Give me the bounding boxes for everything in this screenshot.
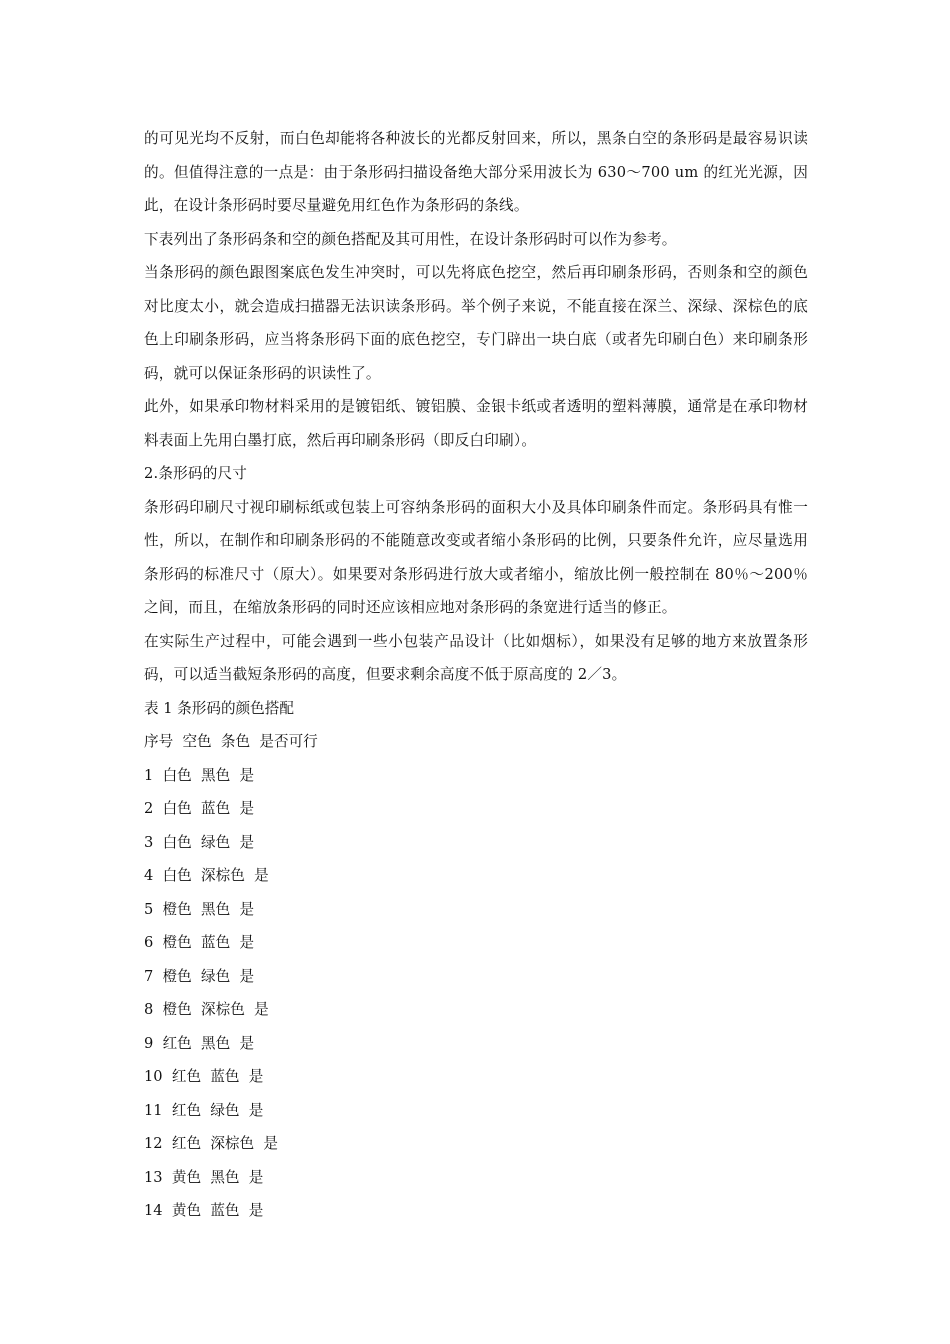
- table-row: 6 橙色 蓝色 是: [144, 934, 255, 951]
- table-row: 5 橙色 黑色 是: [144, 900, 255, 918]
- section-heading-size: 2.条形码的尺寸: [144, 465, 248, 482]
- table-header-row: 序号 空色 条色 是否可行: [144, 733, 318, 750]
- table-row: 13 黄色 黑色 是: [144, 1168, 264, 1186]
- paragraph-background-conflict: 当条形码的颜色跟图案底色发生冲突时，可以先将底色挖空，然后再印刷条形码，否则条和空的颜色对比度太小，就会造成扫描器无法识读条形码。举个例子来说，不能直接在深兰、深绿、深棕色的底色上印刷条形码，应当将条形码下面的底色挖空，专门辟出一块白底（或者先印刷白色）来印刷条形码，就可以保证条形码的识读性了。: [144, 264, 808, 382]
- table-row: 2 白色 蓝色 是: [144, 800, 255, 817]
- table-row: 14 黄色 蓝色 是: [144, 1202, 264, 1219]
- table-row: 12 红色 深棕色 是: [144, 1135, 278, 1152]
- table-row: 4 白色 深棕色 是: [144, 867, 269, 884]
- table-row: 11 红色 绿色 是: [144, 1101, 264, 1119]
- paragraph-metallic-substrate: 此外，如果承印物材料采用的是镀铝纸、镀铝膜、金银卡纸或者透明的塑料薄膜，通常是在承印物材料表面上先用白墨打底，然后再印刷条形码（即反白印刷）。: [144, 398, 808, 449]
- table-row: 9 红色 黑色 是: [144, 1034, 255, 1052]
- paragraph-small-package: 在实际生产过程中，可能会遇到一些小包装产品设计（比如烟标），如果没有足够的地方来放置条形码，可以适当截短条形码的高度，但要求剩余高度不低于原高度的 2／3。: [144, 632, 808, 683]
- table-row: 3 白色 绿色 是: [144, 833, 255, 851]
- document-body: [144, 122, 808, 1228]
- table-row: 8 橙色 深棕色 是: [144, 1001, 269, 1018]
- table-row: 1 白色 黑色 是: [144, 766, 255, 784]
- table-caption: 表 1 条形码的颜色搭配: [144, 699, 294, 717]
- table-row: 7 橙色 绿色 是: [144, 967, 255, 985]
- table-row: 10 红色 蓝色 是: [144, 1068, 264, 1085]
- color-combination-table: [144, 725, 808, 1228]
- paragraph-color-reflection: 的可见光均不反射，而白色却能将各种波长的光都反射回来，所以，黑条白空的条形码是最容易识读的。但值得注意的一点是：由于条形码扫描设备绝大部分采用波长为 630～700 um 的红光光源，因此，在设计条形码时要尽量避免用红色作为条形码的条线。: [144, 130, 808, 214]
- paragraph-table-intro: 下表列出了条形码条和空的颜色搭配及其可用性，在设计条形码时可以作为参考。: [144, 230, 677, 248]
- paragraph-print-size: 条形码印刷尺寸视印刷标纸或包装上可容纳条形码的面积大小及具体印刷条件而定。条形码具有惟一性，所以，在制作和印刷条形码的不能随意改变或者缩小条形码的比例，只要条件允许，应尽量选用条形码的标准尺寸（原大）。如果要对条形码进行放大或者缩小，缩放比例一般控制在 80％～200％之间，而且，在缩放条形码的同时还应该相应地对条形码的条宽进行适当的修正。: [144, 498, 808, 616]
